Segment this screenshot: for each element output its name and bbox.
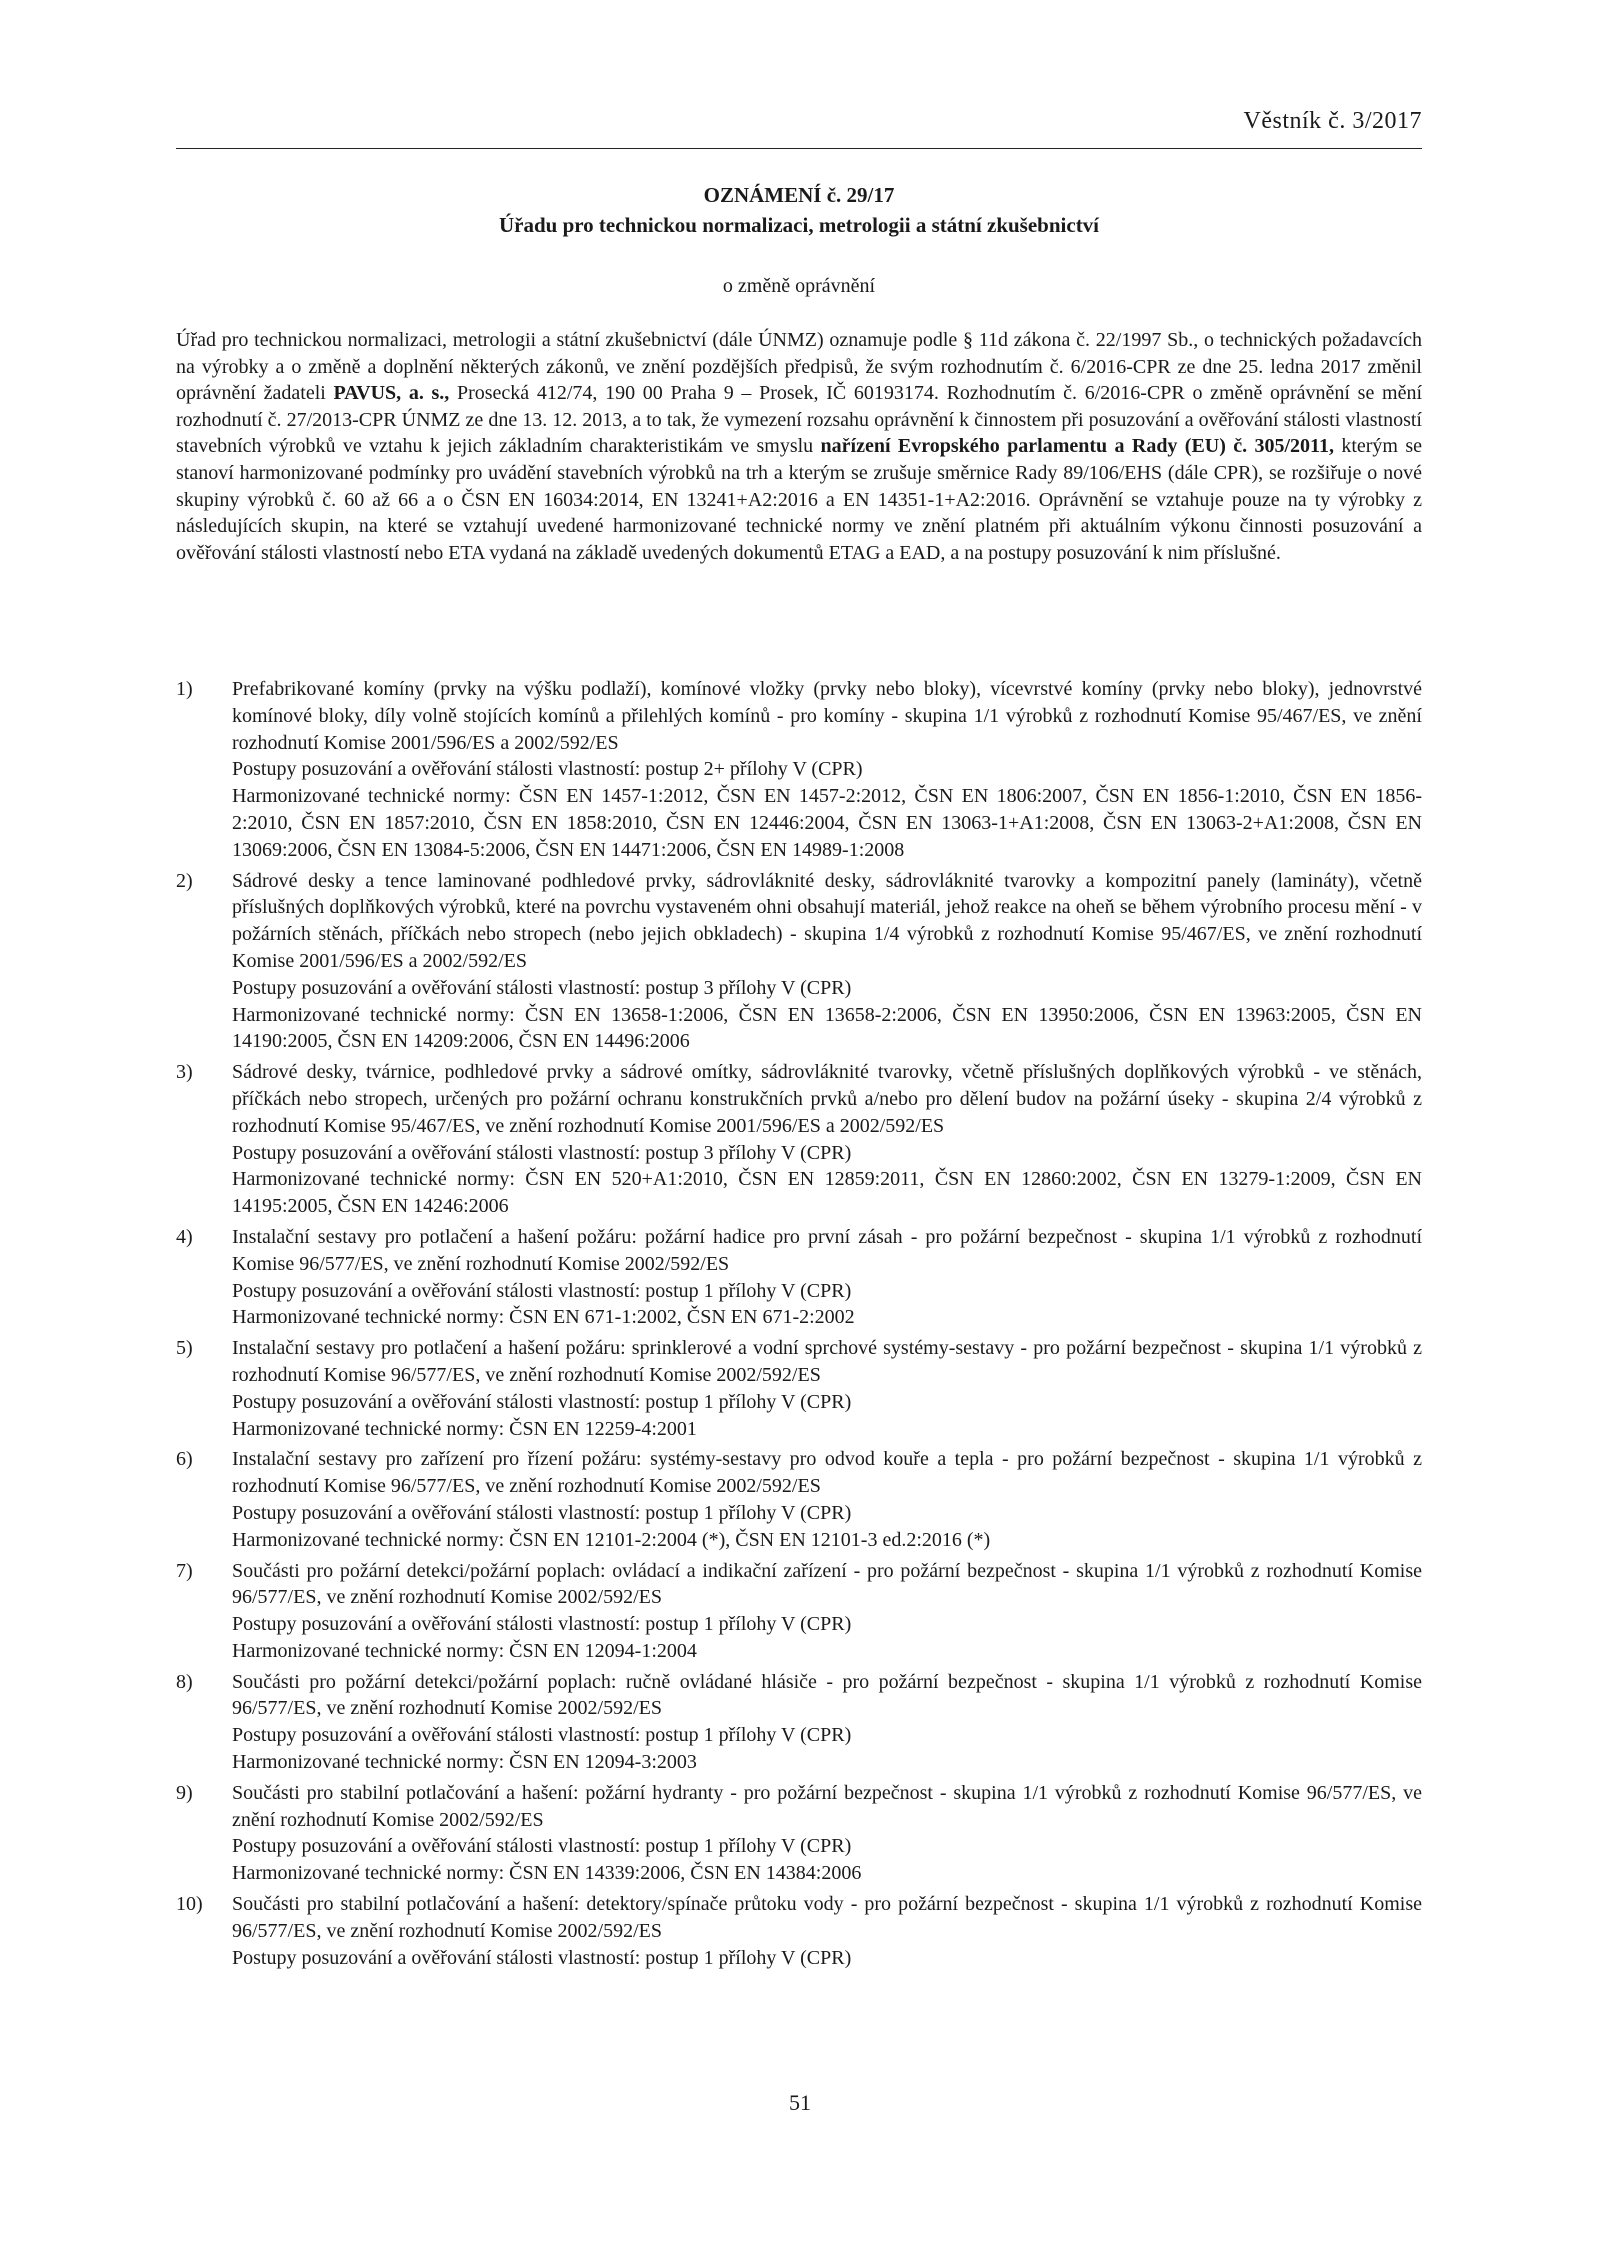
list-item	[176, 676, 1422, 864]
item-description: Součásti pro stabilní potlačování a hašení: požární hydranty - pro požární bezpečnost - skupina 1/1 výrobků z rozhodnutí Komise 96/577/ES, ve znění rozhodnutí Komise 2002/592/ES	[232, 1781, 1422, 1831]
page-header	[176, 108, 1422, 149]
list-item	[176, 1669, 1422, 1776]
item-description: Sádrové desky, tvárnice, podhledové prvky a sádrové omítky, sádrovláknité tvarovky, včetně příslušných doplňkových výrobků - ve stěnách, příčkách nebo stropech, určených pro požární ochranu konstrukčních prvků a/nebo pro dělení budov na požární úseky - skupina 2/4 výrobků z rozhodnutí Komise 95/467/ES, ve znění rozhodnutí Komise 2001/596/ES a 2002/592/ES	[232, 1061, 1422, 1137]
item-description: Instalační sestavy pro potlačení a hašení požáru: sprinklerové a vodní sprchové systémy-sestavy - pro požární bezpečnost - skupina 1/1 výrobků z rozhodnutí Komise 96/577/ES, ve znění rozhodnutí Komise 2002/592/ES	[232, 1337, 1422, 1386]
announcement-number: OZNÁMENÍ č. 29/17	[703, 183, 895, 207]
item-procedure: Postupy posuzování a ověřování stálosti vlastností: postup 1 přílohy V (CPR)	[232, 1501, 852, 1524]
item-procedure: Postupy posuzování a ověřování stálosti vlastností: postup 3 přílohy V (CPR)	[232, 1141, 852, 1164]
applicant-name: PAVUS, a. s.,	[333, 382, 450, 405]
item-number: 7)	[176, 1559, 193, 1582]
announcement-subject: o změně oprávnění	[722, 275, 876, 297]
item-procedure: Postupy posuzování a ověřování stálosti vlastností: postup 1 přílohy V (CPR)	[232, 1613, 852, 1636]
item-norms: Harmonizované technické normy: ČSN EN 12259-4:2001	[232, 1417, 697, 1440]
item-number: 10)	[176, 1893, 203, 1916]
item-procedure: Postupy posuzování a ověřování stálosti vlastností: postup 1 přílohy V (CPR)	[232, 1724, 852, 1747]
item-norms: Harmonizované technické normy: ČSN EN 12094-1:2004	[232, 1639, 697, 1662]
item-procedure: Postupy posuzování a ověřování stálosti vlastností: postup 2+ přílohy V (CPR)	[232, 758, 863, 781]
item-description: Sádrové desky a tence laminované podhledové prvky, sádrovláknité desky, sádrovláknité tvarovky a kompozitní panely (lamináty), včetně příslušných doplňkových výrobků, které na povrchu vystaveném ohni obsahují materiál, jehož reakce na oheň se během výrobního procesu mění - v požárních stěnách, příčkách nebo stropech (nebo jejich obkladech) - skupina 1/4 výrobků z rozhodnutí Komise 95/467/ES, ve znění rozhodnutí Komise 2001/596/ES a 2002/592/ES	[232, 869, 1422, 972]
intro-text-1: Úřad pro technickou normalizaci, metrologii a státní zkušebnictví (dále ÚNMZ) oznamuje podle § 11d zákona č. 22/1997 Sb., o technických požadavcích na výrobky a o změně a doplnění některých zákonů, ve znění pozdějších předpisů, že svým rozhodnutím č. 6/2016-CPR ze dne 25. ledna 2017 změnil oprávnění žadateli	[176, 329, 1422, 405]
list-item	[176, 1891, 1422, 1971]
item-number: 2)	[176, 869, 193, 892]
publication-name: Věstník č. 3/2017	[1243, 108, 1422, 134]
title-block	[176, 180, 1422, 300]
page-number: 51	[789, 2090, 811, 2115]
item-procedure: Postupy posuzování a ověřování stálosti vlastností: postup 1 přílohy V (CPR)	[232, 1835, 852, 1858]
list-item	[176, 1224, 1422, 1331]
item-description: Prefabrikované komíny (prvky na výšku podlaží), komínové vložky (prvky nebo bloky), vícevrstvé komíny (prvky nebo bloky), jednovrstvé komínové bloky, díly volně stojících komínů a přilehlých komínů - pro komíny - skupina 1/1 výrobků z rozhodnutí Komise 95/467/ES, ve znění rozhodnutí Komise 2001/596/ES a 2002/592/ES	[232, 678, 1422, 754]
intro-text-3: kterým se stanoví harmonizované podmínky pro uvádění stavebních výrobků na trh a kterým se zrušuje směrnice Rady 89/106/EHS (dále CPR), se rozšiřuje o nové skupiny výrobků č. 60 až 66 a o ČSN EN 16034:2014, EN 13241+A2:2016 a EN 14351-1+A2:2016. Oprávnění se vztahuje pouze na ty výrobky z následujících skupin, na které se vztahují uvedené harmonizované technické normy ve znění platném při aktuálním výkonu činnosti posuzování a ověřování stálosti vlastností nebo ETA vydaná na základě uvedených dokumentů ETAG a EAD, a na postupy posuzování k nim příslušné.	[176, 435, 1423, 564]
item-description: Instalační sestavy pro potlačení a hašení požáru: požární hadice pro první zásah - pro požární bezpečnost - skupina 1/1 výrobků z rozhodnutí Komise 96/577/ES, ve znění rozhodnutí Komise 2002/592/ES	[232, 1225, 1422, 1275]
item-number: 3)	[176, 1061, 193, 1084]
item-number: 6)	[176, 1448, 193, 1471]
list-item	[176, 868, 1422, 1056]
item-description: Součásti pro stabilní potlačování a hašení: detektory/spínače průtoku vody - pro požární bezpečnost - skupina 1/1 výrobků z rozhodnutí Komise 96/577/ES, ve znění rozhodnutí Komise 2002/592/ES	[232, 1893, 1422, 1942]
list-item	[176, 1780, 1422, 1887]
list-item	[176, 1446, 1422, 1553]
issuing-authority: Úřadu pro technickou normalizaci, metrologii a státní zkušebnictví	[498, 213, 1100, 237]
item-number: 9)	[176, 1781, 193, 1804]
item-number: 5)	[176, 1337, 193, 1360]
list-item	[176, 1059, 1422, 1220]
product-group-list	[176, 676, 1422, 1975]
item-description: Instalační sestavy pro zařízení pro řízení požáru: systémy-sestavy pro odvod kouře a tepla - pro požární bezpečnost - skupina 1/1 výrobků z rozhodnutí Komise 96/577/ES, ve znění rozhodnutí Komise 2002/592/ES	[232, 1448, 1422, 1498]
item-procedure: Postupy posuzování a ověřování stálosti vlastností: postup 3 přílohy V (CPR)	[232, 976, 852, 999]
item-norms: Harmonizované technické normy: ČSN EN 1457-1:2012, ČSN EN 1457-2:2012, ČSN EN 1806:2007, ČSN EN 1856-1:2010, ČSN EN 1856-2:2010, ČSN EN 1857:2010, ČSN EN 1858:2010, ČSN EN 12446:2004, ČSN EN 13063-1+A1:2008, ČSN EN 13063-2+A1:2008, ČSN EN 13069:2006, ČSN EN 13084-5:2006, ČSN EN 14471:2006, ČSN EN 14989-1:2008	[232, 785, 1422, 861]
item-number: 1)	[176, 678, 193, 700]
intro-text-2: Prosecká 412/74, 190 00 Praha 9 – Prosek, IČ 60193174. Rozhodnutím č. 6/2016-CPR o změně oprávnění se mění rozhodnutí č. 27/2013-CPR ÚNMZ ze dne 13. 12. 2013, a to tak, že vymezení rozsahu oprávnění k činnostem při posuzování a ověřování stálosti vlastností stavebních výrobků ve vztahu k jejich základním charakteristikám ve smyslu	[176, 382, 1422, 458]
intro-paragraph	[176, 327, 1422, 566]
item-norms: Harmonizované technické normy: ČSN EN 520+A1:2010, ČSN EN 12859:2011, ČSN EN 12860:2002, ČSN EN 13279-1:2009, ČSN EN 14195:2005, ČSN EN 14246:2006	[232, 1168, 1422, 1218]
item-norms: Harmonizované technické normy: ČSN EN 671-1:2002, ČSN EN 671-2:2002	[232, 1306, 855, 1329]
item-norms: Harmonizované technické normy: ČSN EN 14339:2006, ČSN EN 14384:2006	[232, 1862, 862, 1885]
item-description: Součásti pro požární detekci/požární poplach: ručně ovládané hlásiče - pro požární bezpečnost - skupina 1/1 výrobků z rozhodnutí Komise 96/577/ES, ve znění rozhodnutí Komise 2002/592/ES	[232, 1670, 1422, 1720]
item-procedure: Postupy posuzování a ověřování stálosti vlastností: postup 1 přílohy V (CPR)	[232, 1390, 852, 1413]
list-item	[176, 1558, 1422, 1665]
item-procedure: Postupy posuzování a ověřování stálosti vlastností: postup 1 přílohy V (CPR)	[232, 1946, 852, 1969]
item-norms: Harmonizované technické normy: ČSN EN 12101-2:2004 (*), ČSN EN 12101-3 ed.2:2016 (*)	[232, 1528, 991, 1551]
list-item	[176, 1335, 1422, 1442]
item-procedure: Postupy posuzování a ověřování stálosti vlastností: postup 1 přílohy V (CPR)	[232, 1279, 852, 1302]
regulation-reference: nařízení Evropského parlamentu a Rady (EU) č. 305/2011,	[820, 435, 1334, 458]
item-norms: Harmonizované technické normy: ČSN EN 13658-1:2006, ČSN EN 13658-2:2006, ČSN EN 13950:2006, ČSN EN 13963:2005, ČSN EN 14190:2005, ČSN EN 14209:2006, ČSN EN 14496:2006	[232, 1003, 1422, 1053]
item-number: 8)	[176, 1670, 193, 1693]
item-norms: Harmonizované technické normy: ČSN EN 12094-3:2003	[232, 1751, 697, 1774]
item-description: Součásti pro požární detekci/požární poplach: ovládací a indikační zařízení - pro požární bezpečnost - skupina 1/1 výrobků z rozhodnutí Komise 96/577/ES, ve znění rozhodnutí Komise 2002/592/ES	[232, 1559, 1422, 1609]
item-number: 4)	[176, 1225, 193, 1248]
